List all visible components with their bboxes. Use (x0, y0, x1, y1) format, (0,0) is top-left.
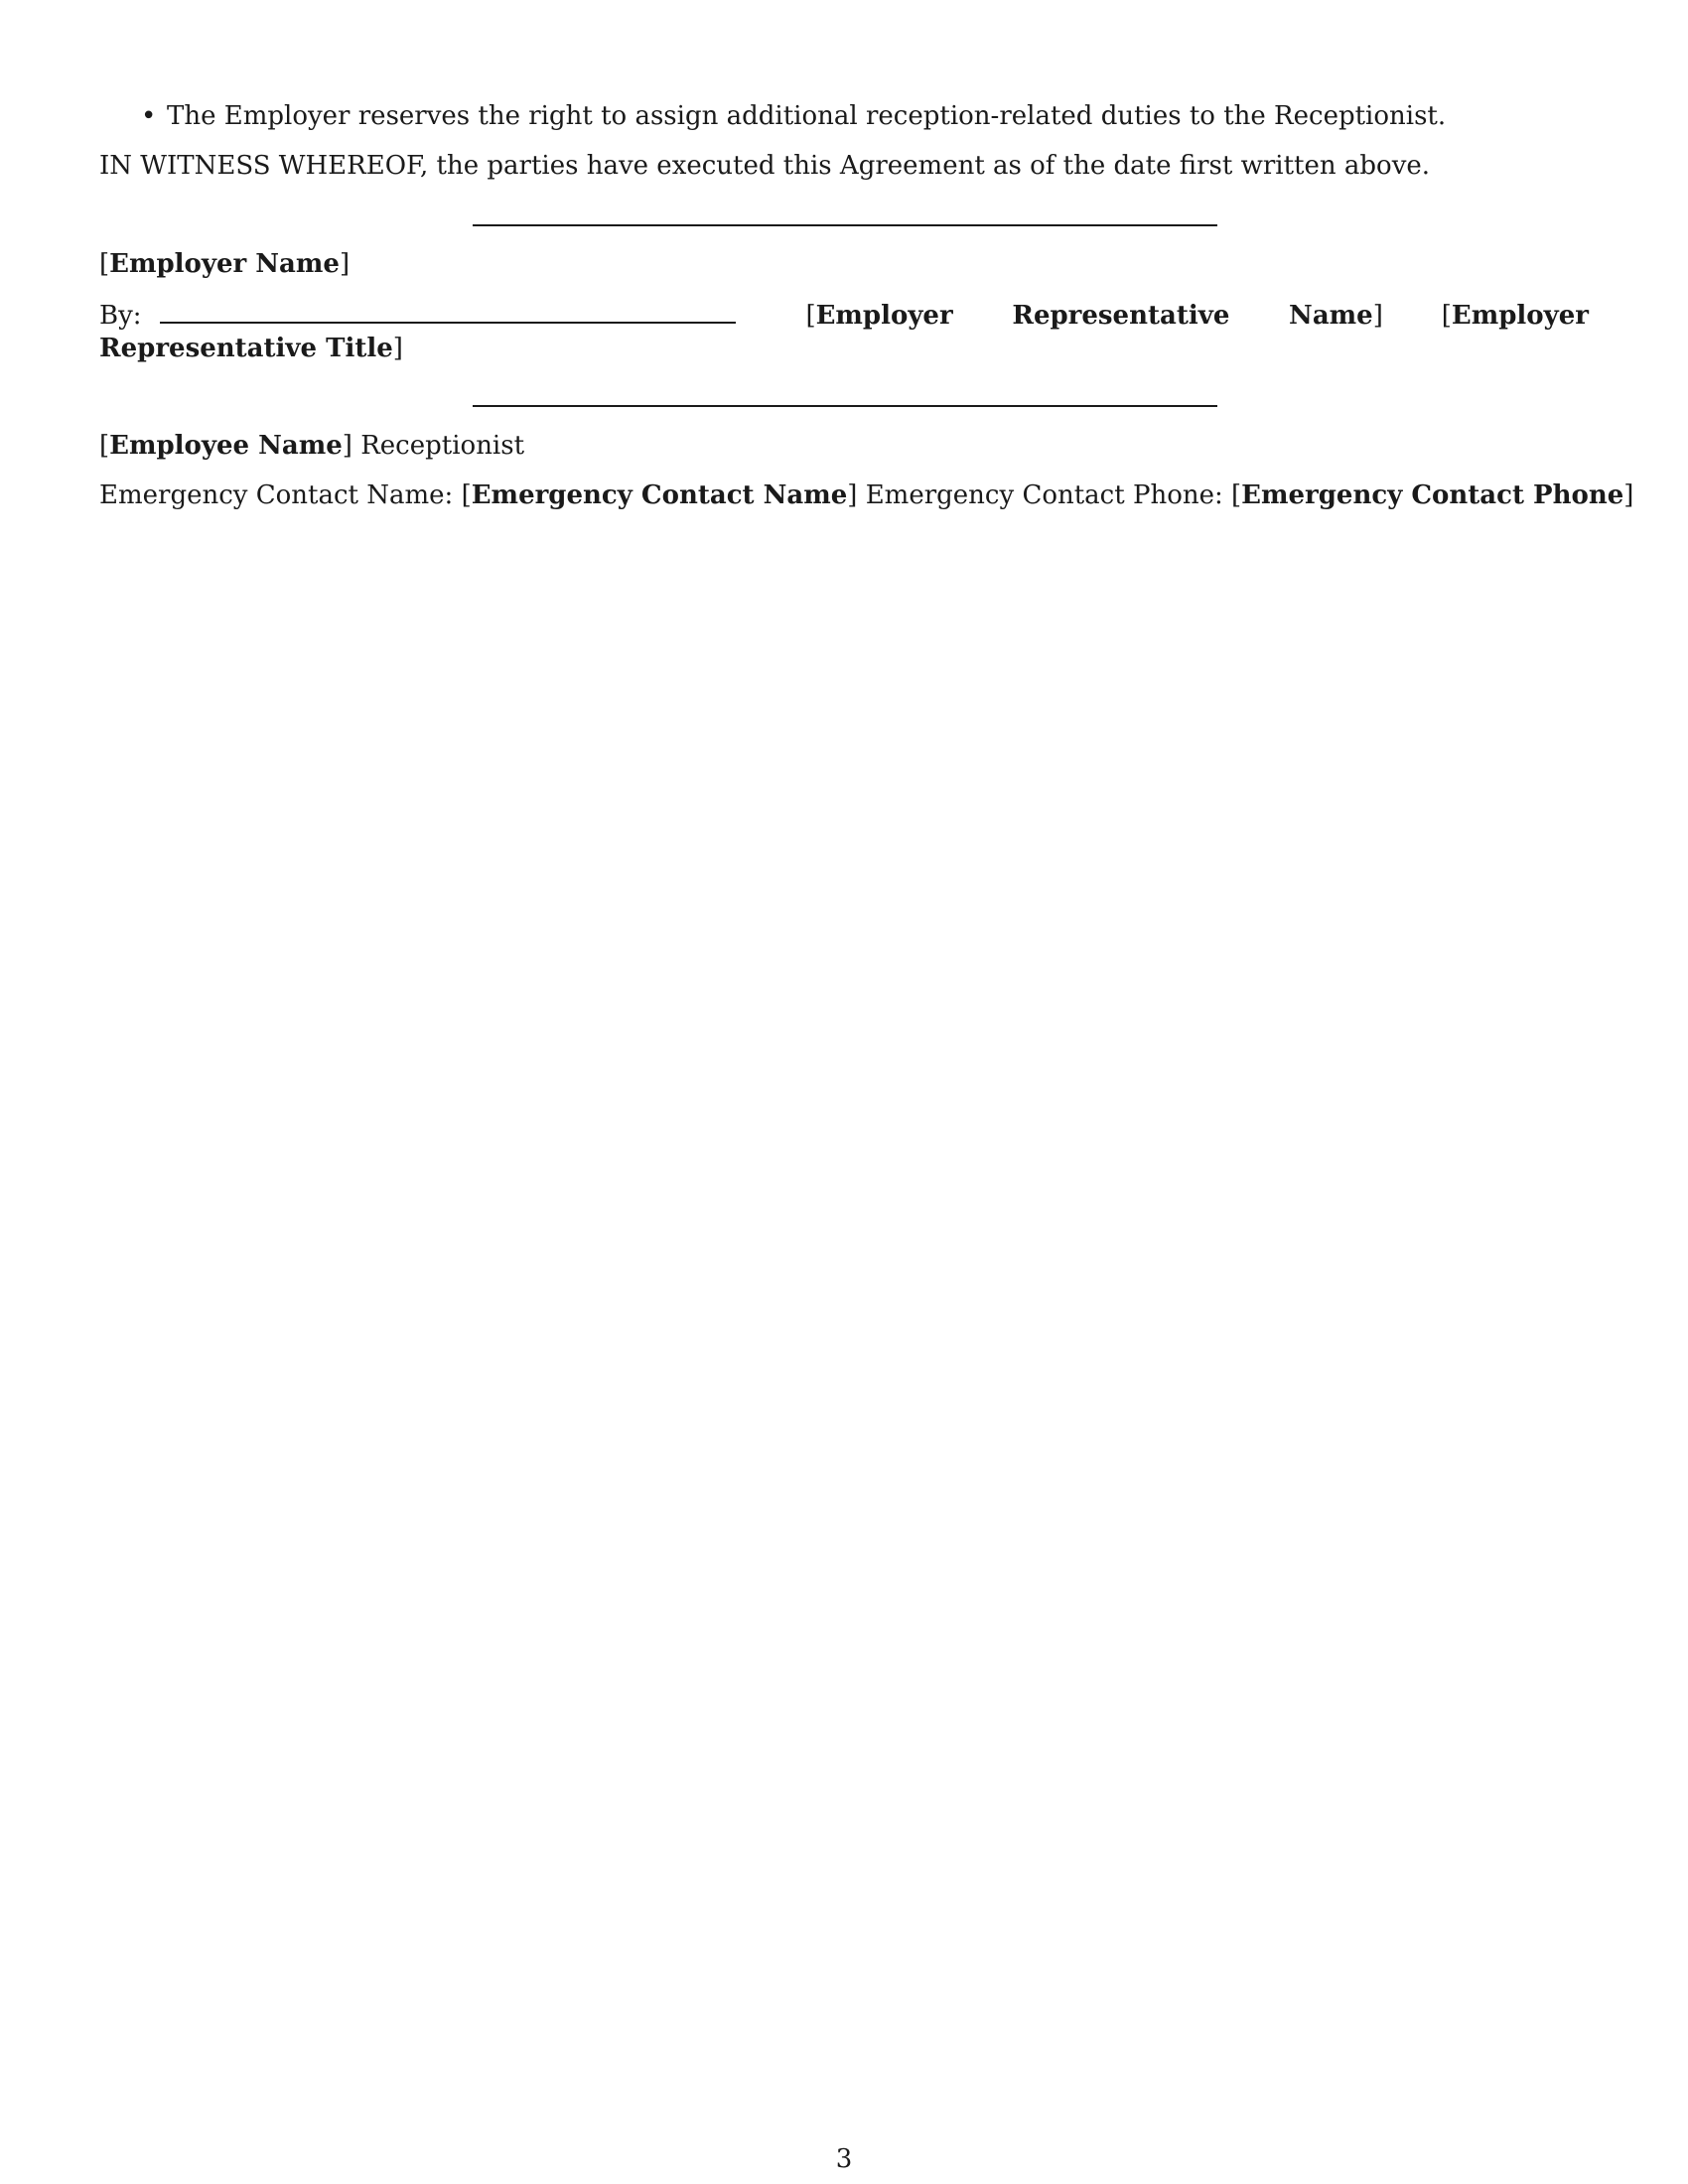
employee-name-placeholder: Employee Name (109, 431, 343, 461)
by-label: By: (99, 301, 142, 331)
employer-rep-title-placeholder: Employer Representative Title (99, 301, 1589, 363)
employee-role: Receptionist (360, 431, 525, 461)
page-number: 3 (835, 2144, 853, 2174)
bullet-marker: • (141, 101, 157, 131)
employee-signature-line (473, 405, 1217, 407)
emergency-phone-placeholder: Emergency Contact Phone (1241, 480, 1624, 510)
emergency-phone-label: Emergency Contact Phone: (865, 480, 1223, 510)
by-signature-blank (160, 298, 736, 324)
employer-name-field: [Employer Name] (99, 249, 351, 279)
bullet-item-additional-duties: The Employer reserves the right to assign additional reception-related duties to the Receptionist. (167, 101, 1447, 131)
employer-name-placeholder: Employer Name (109, 249, 340, 279)
emergency-contact-line: Emergency Contact Name: [Emergency Contact Name] Emergency Contact Phone: [Emergency Contact Phone] (99, 480, 1634, 510)
emergency-name-label: Emergency Contact Name: (99, 480, 454, 510)
employer-rep-name-placeholder: Employer Representative Name (815, 301, 1373, 331)
employee-name-line: [Employee Name] Receptionist (99, 431, 525, 461)
witness-clause: IN WITNESS WHEREOF, the parties have executed this Agreement as of the date first written above. (99, 151, 1431, 181)
employer-representative-block: By: [Employer Representative Name] [Employer Representative Title] (99, 298, 1589, 365)
employer-signature-line (473, 224, 1217, 226)
emergency-name-placeholder: Emergency Contact Name (471, 480, 848, 510)
